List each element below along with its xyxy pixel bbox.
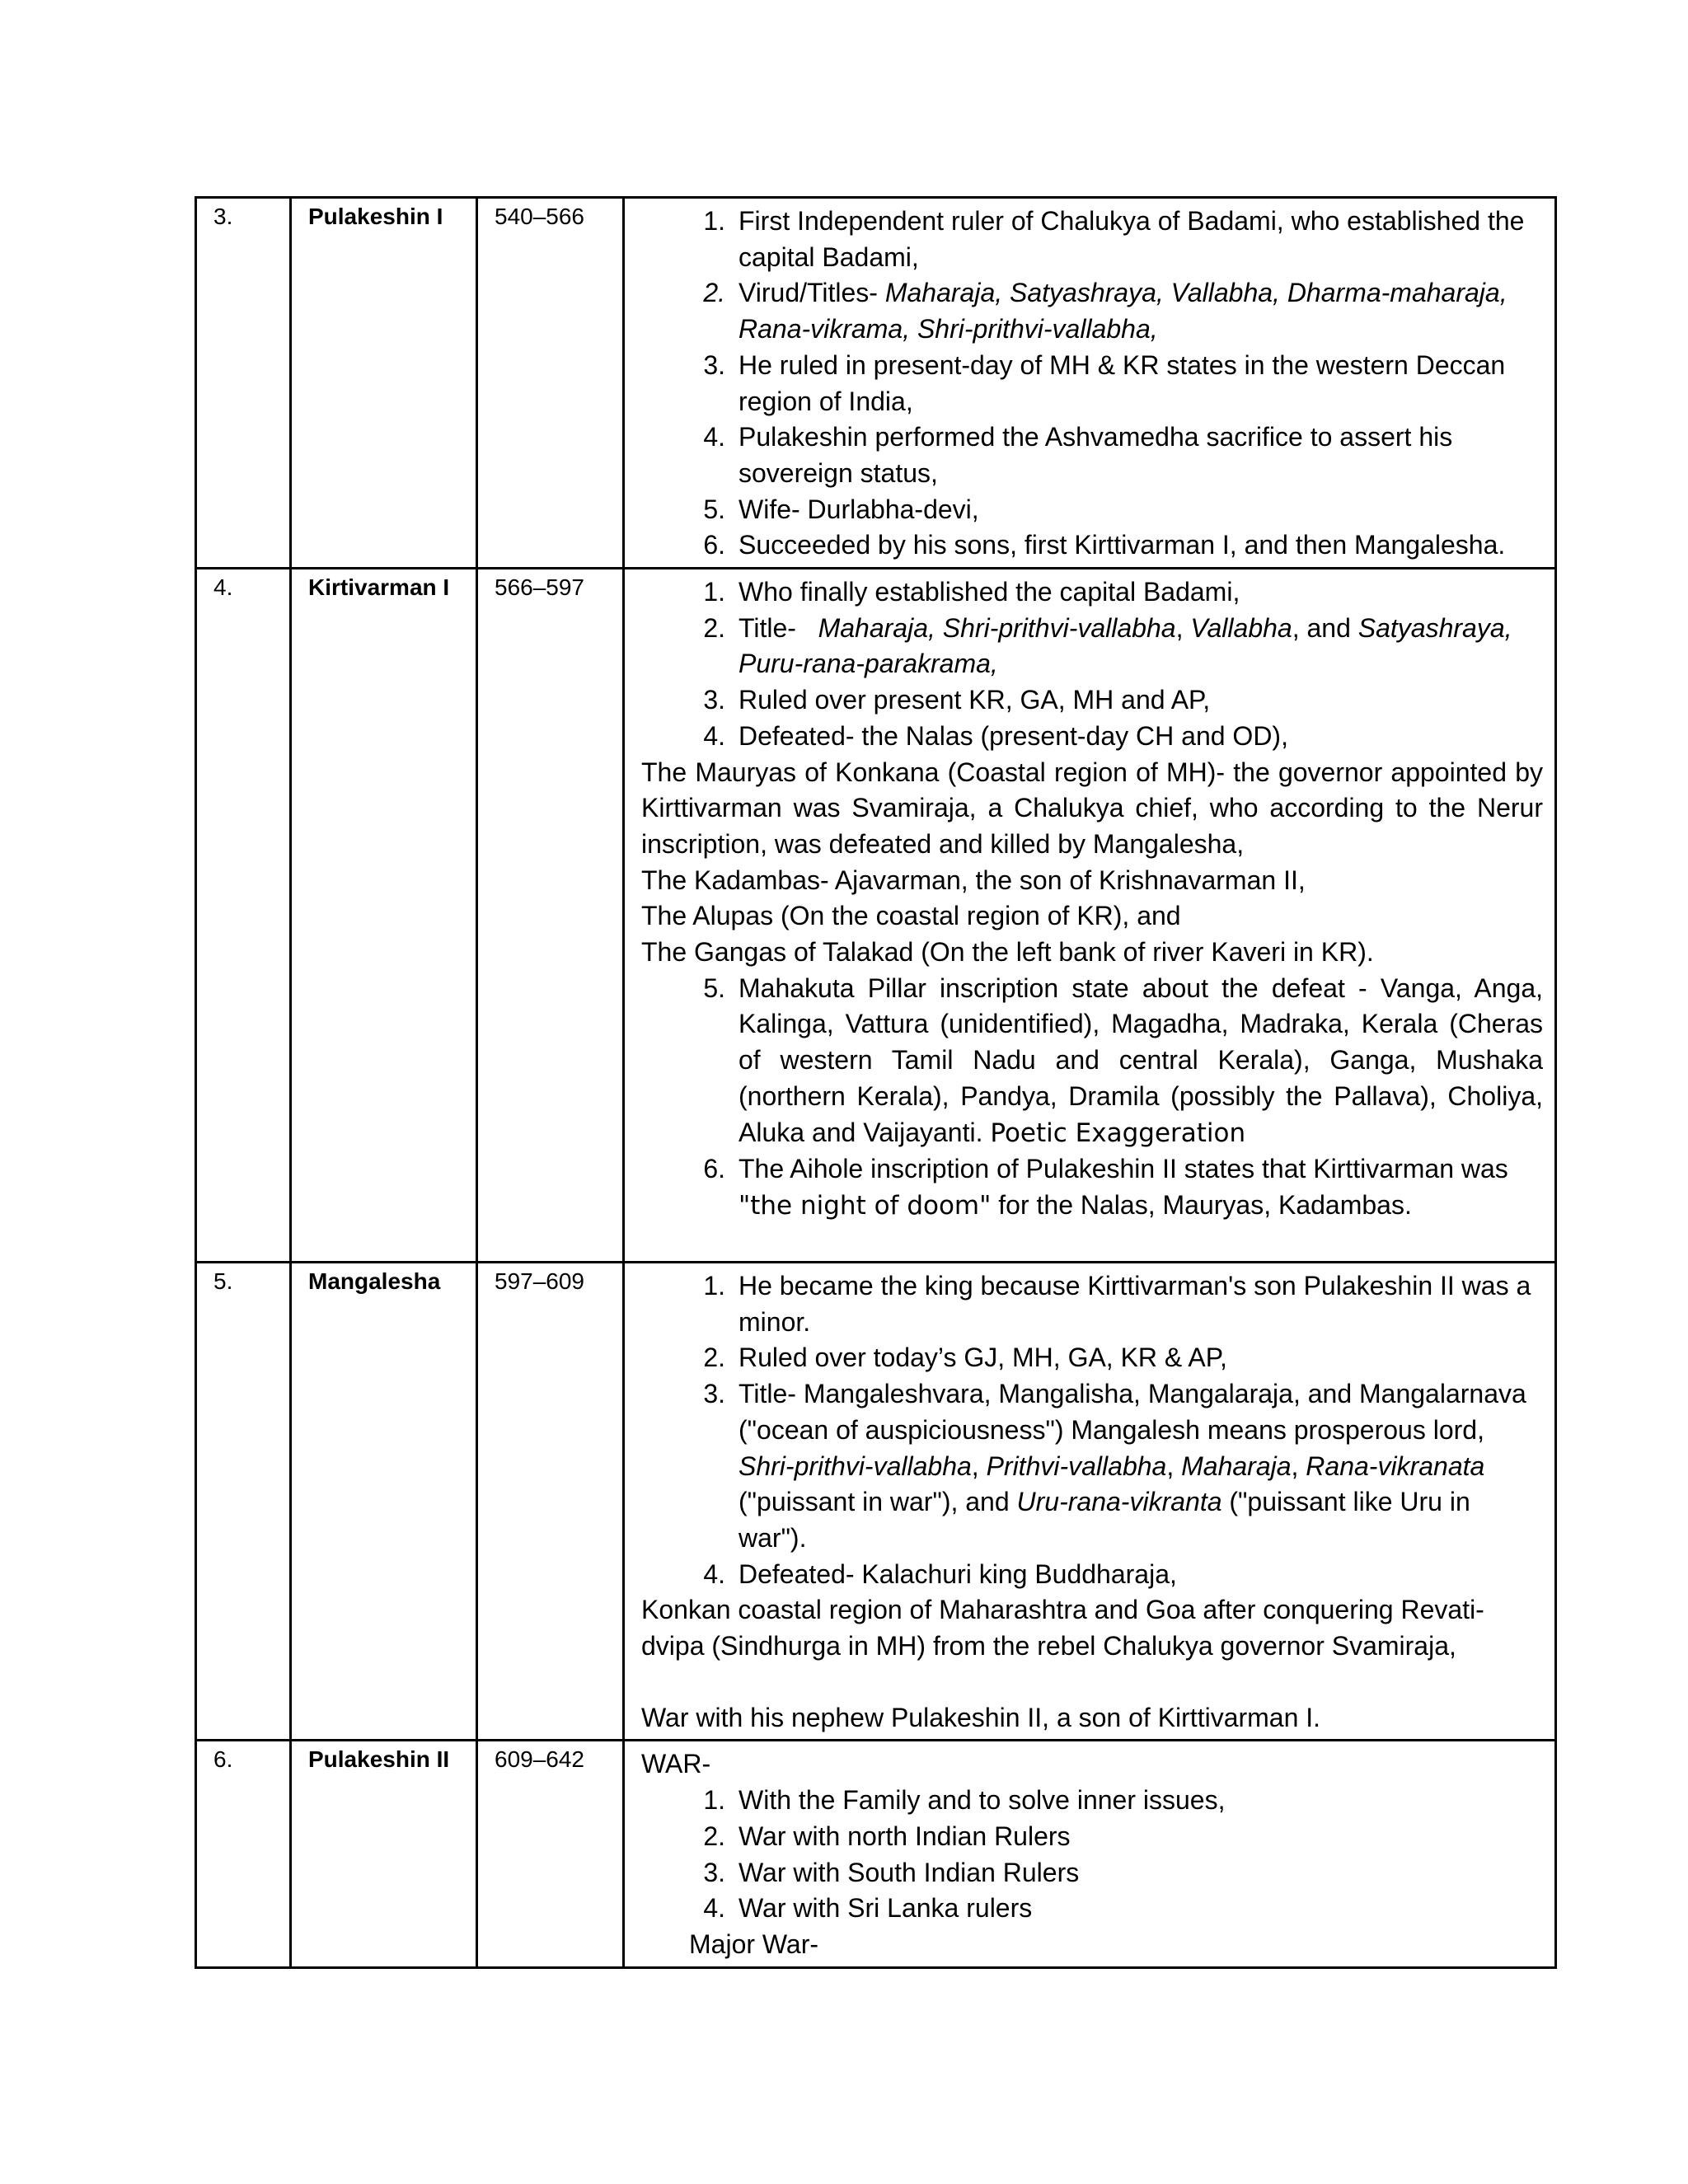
rulers-table bbox=[195, 196, 1557, 1969]
ruler-name: Mangalesha bbox=[291, 1263, 477, 1741]
list-item: 4. War with Sri Lanka rulers bbox=[703, 1893, 1033, 1924]
list-item: 3. Title- Mangaleshvara, Mangalisha, Mangalaraja, and Mangalarnava ("ocean of auspiciousness") Mangalesh means prosperous lord, Shri-prithvi-vallabha, Prithvi-vallabha, Maharaja, Rana-vikranata ("puissant in war"), and Uru-rana-vikranta ("puissant like Uru in war"). bbox=[703, 1379, 1526, 1553]
list-item: 1. Who finally established the capital Badami, bbox=[703, 577, 1240, 607]
reign-years: 540–566 bbox=[477, 198, 624, 569]
list-item: 4. Defeated- the Nalas (present-day CH and OD), bbox=[703, 720, 1288, 751]
reign-years: 566–597 bbox=[477, 569, 624, 1263]
ruler-details bbox=[624, 198, 1556, 569]
list-item: 1. He became the king because Kirttivarman's son Pulakeshin II was a minor. bbox=[703, 1271, 1531, 1337]
list-item: 2. Ruled over today’s GJ, MH, GA, KR & AP, bbox=[703, 1343, 1227, 1373]
section-footer: Major War- bbox=[689, 1929, 819, 1959]
row-number: 3. bbox=[196, 198, 291, 569]
paragraph: The Mauryas of Konkana (Coastal region of MH)- the governor appointed by Kirttivarman was Svamiraja, a Chalukya chief, who according to the Nerur inscription, was defeated and killed by Mangalesha, bbox=[641, 757, 1543, 859]
list-item: 3. Ruled over present KR, GA, MH and AP, bbox=[703, 685, 1211, 715]
paragraph: War with his nephew Pulakeshin II, a son of Kirttivarman I. bbox=[641, 1702, 1321, 1732]
paragraph: Konkan coastal region of Maharashtra and Goa after conquering Revati-dvipa (Sindhurga in MH) from the rebel Chalukya governor Svamiraja, bbox=[641, 1595, 1484, 1661]
ruler-name: Pulakeshin II bbox=[291, 1741, 477, 1967]
section-heading: WAR- bbox=[641, 1749, 711, 1779]
table-row bbox=[196, 569, 1556, 1263]
list-item: 1. With the Family and to solve inner issues, bbox=[703, 1785, 1226, 1816]
table-row bbox=[196, 1263, 1556, 1741]
ruler-details bbox=[624, 1741, 1556, 1967]
row-number: 6. bbox=[196, 1741, 291, 1967]
table-row bbox=[196, 1741, 1556, 1967]
list-item: 4. Defeated- Kalachuri king Buddharaja, bbox=[703, 1558, 1177, 1589]
list-item: 6. Succeeded by his sons, first Kirttivarman I, and then Mangalesha. bbox=[703, 530, 1506, 560]
list-item: 5. Mahakuta Pillar inscription state about the defeat - Vanga, Anga, Kalinga, Vattura (unidentified), Magadha, Madraka, Kerala (Cheras of western Tamil Nadu and central Kerala), Ganga, Mushaka (northern Kerala), Pandya, Dramila (possibly the Pallava), Choliya, Aluka and Vaijayanti. Poetic Exaggeration bbox=[703, 972, 1543, 1148]
list-item: 2. War with north Indian Rulers bbox=[703, 1821, 1071, 1851]
reign-years: 597–609 bbox=[477, 1263, 624, 1741]
spacer bbox=[641, 1665, 1543, 1700]
paragraph: The Gangas of Talakad (On the left bank of river Kaveri in KR). bbox=[641, 937, 1374, 968]
list-item: 2. Virud/Titles- Maharaja, Satyashraya, Vallabha, Dharma-maharaja, Rana-vikrama, Shri-prithvi-vallabha, bbox=[703, 278, 1507, 344]
list-item: 4. Pulakeshin performed the Ashvamedha sacrifice to assert his sovereign status, bbox=[703, 422, 1453, 488]
ruler-details bbox=[624, 1263, 1556, 1741]
list-item: 3. War with South Indian Rulers bbox=[703, 1857, 1080, 1887]
row-number: 4. bbox=[196, 569, 291, 1263]
paragraph: The Alupas (On the coastal region of KR), and bbox=[641, 901, 1181, 931]
reign-years: 609–642 bbox=[477, 1741, 624, 1967]
paragraph: The Kadambas- Ajavarman, the son of Krishnavarman II, bbox=[641, 865, 1306, 895]
ruler-details bbox=[624, 569, 1556, 1263]
row-number: 5. bbox=[196, 1263, 291, 1741]
list-item: 6. The Aihole inscription of Pulakeshin II states that Kirttivarman was "the night of doom" for the Nalas, Mauryas, Kadambas. bbox=[703, 1154, 1508, 1221]
ruler-name: Pulakeshin I bbox=[291, 198, 477, 569]
list-item: 2. Title- Maharaja, Shri-prithvi-vallabha, Vallabha, and Satyashraya, Puru-rana-parakrama, bbox=[703, 612, 1512, 679]
list-item: 1. First Independent ruler of Chalukya of Badami, who established the capital Badami, bbox=[703, 206, 1525, 272]
list-item: 3. He ruled in present-day of MH & KR states in the western Deccan region of India, bbox=[703, 349, 1506, 416]
list-item: 5. Wife- Durlabha-devi, bbox=[703, 494, 979, 524]
ruler-name: Kirtivarman I bbox=[291, 569, 477, 1263]
table-row bbox=[196, 198, 1556, 569]
